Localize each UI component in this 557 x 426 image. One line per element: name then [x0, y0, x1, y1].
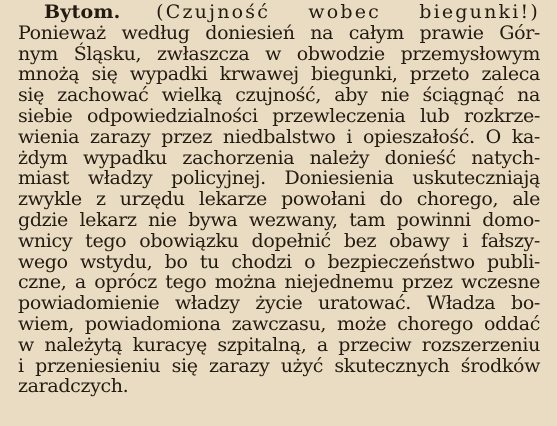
article-line: wnicy tego obowiązku dopełnić bez obawy i fałszy- — [18, 229, 540, 252]
article-line: żdym wypadku zachorzenia należy donieść natych- — [18, 146, 540, 169]
article-line: wiem, powiadomiona zawczasu, może chorego oddać — [18, 312, 540, 335]
article-line: Ponieważ według doniesień na całym prawie Gór- — [18, 21, 540, 44]
article-line: nym Śląsku, zwłaszcza w obwodzie przemysłowym — [18, 42, 540, 65]
article-line: miast władzy policyjnej. Doniesienia uskuteczniają — [18, 167, 540, 190]
article-line: powiadomienie władzy życie uratować. Władza bo- — [18, 292, 540, 315]
article-line: wego wstydu, bo tu chodzi o bezpieczeństwo publi- — [18, 250, 540, 273]
article-header — [18, 2, 540, 23]
article-headline: (Czujność wobec biegunki!) — [156, 1, 540, 23]
article-line: gdzie lekarz nie bywa wezwany, tam powinni domo- — [18, 208, 540, 231]
article-line: czne, a oprócz tego można niejednemu przez wczesne — [18, 271, 540, 294]
article-line: mnożą się wypadki krwawej biegunki, przeto zaleca — [18, 63, 540, 86]
article-line: zwykle z urzędu lekarze powołani do chorego, ale — [18, 188, 540, 211]
article-line: siebie odpowiedzialności przewleczenia lub rozkrze- — [18, 104, 540, 127]
article-line: w należytą kuracyę szpitalną, a przeciw rozszerzeniu — [18, 333, 540, 356]
article-line: zaradczych. — [18, 375, 129, 398]
article-line: wienia zarazy przez niedbalstwo i opieszałość. O ka- — [18, 125, 540, 148]
article-line: się zachować wielką czujność, aby nie ściągnąć na — [18, 84, 540, 107]
article-line: i przeniesieniu się zarazy użyć skutecznych środków — [18, 354, 540, 377]
article-place: Bytom. — [44, 1, 121, 23]
